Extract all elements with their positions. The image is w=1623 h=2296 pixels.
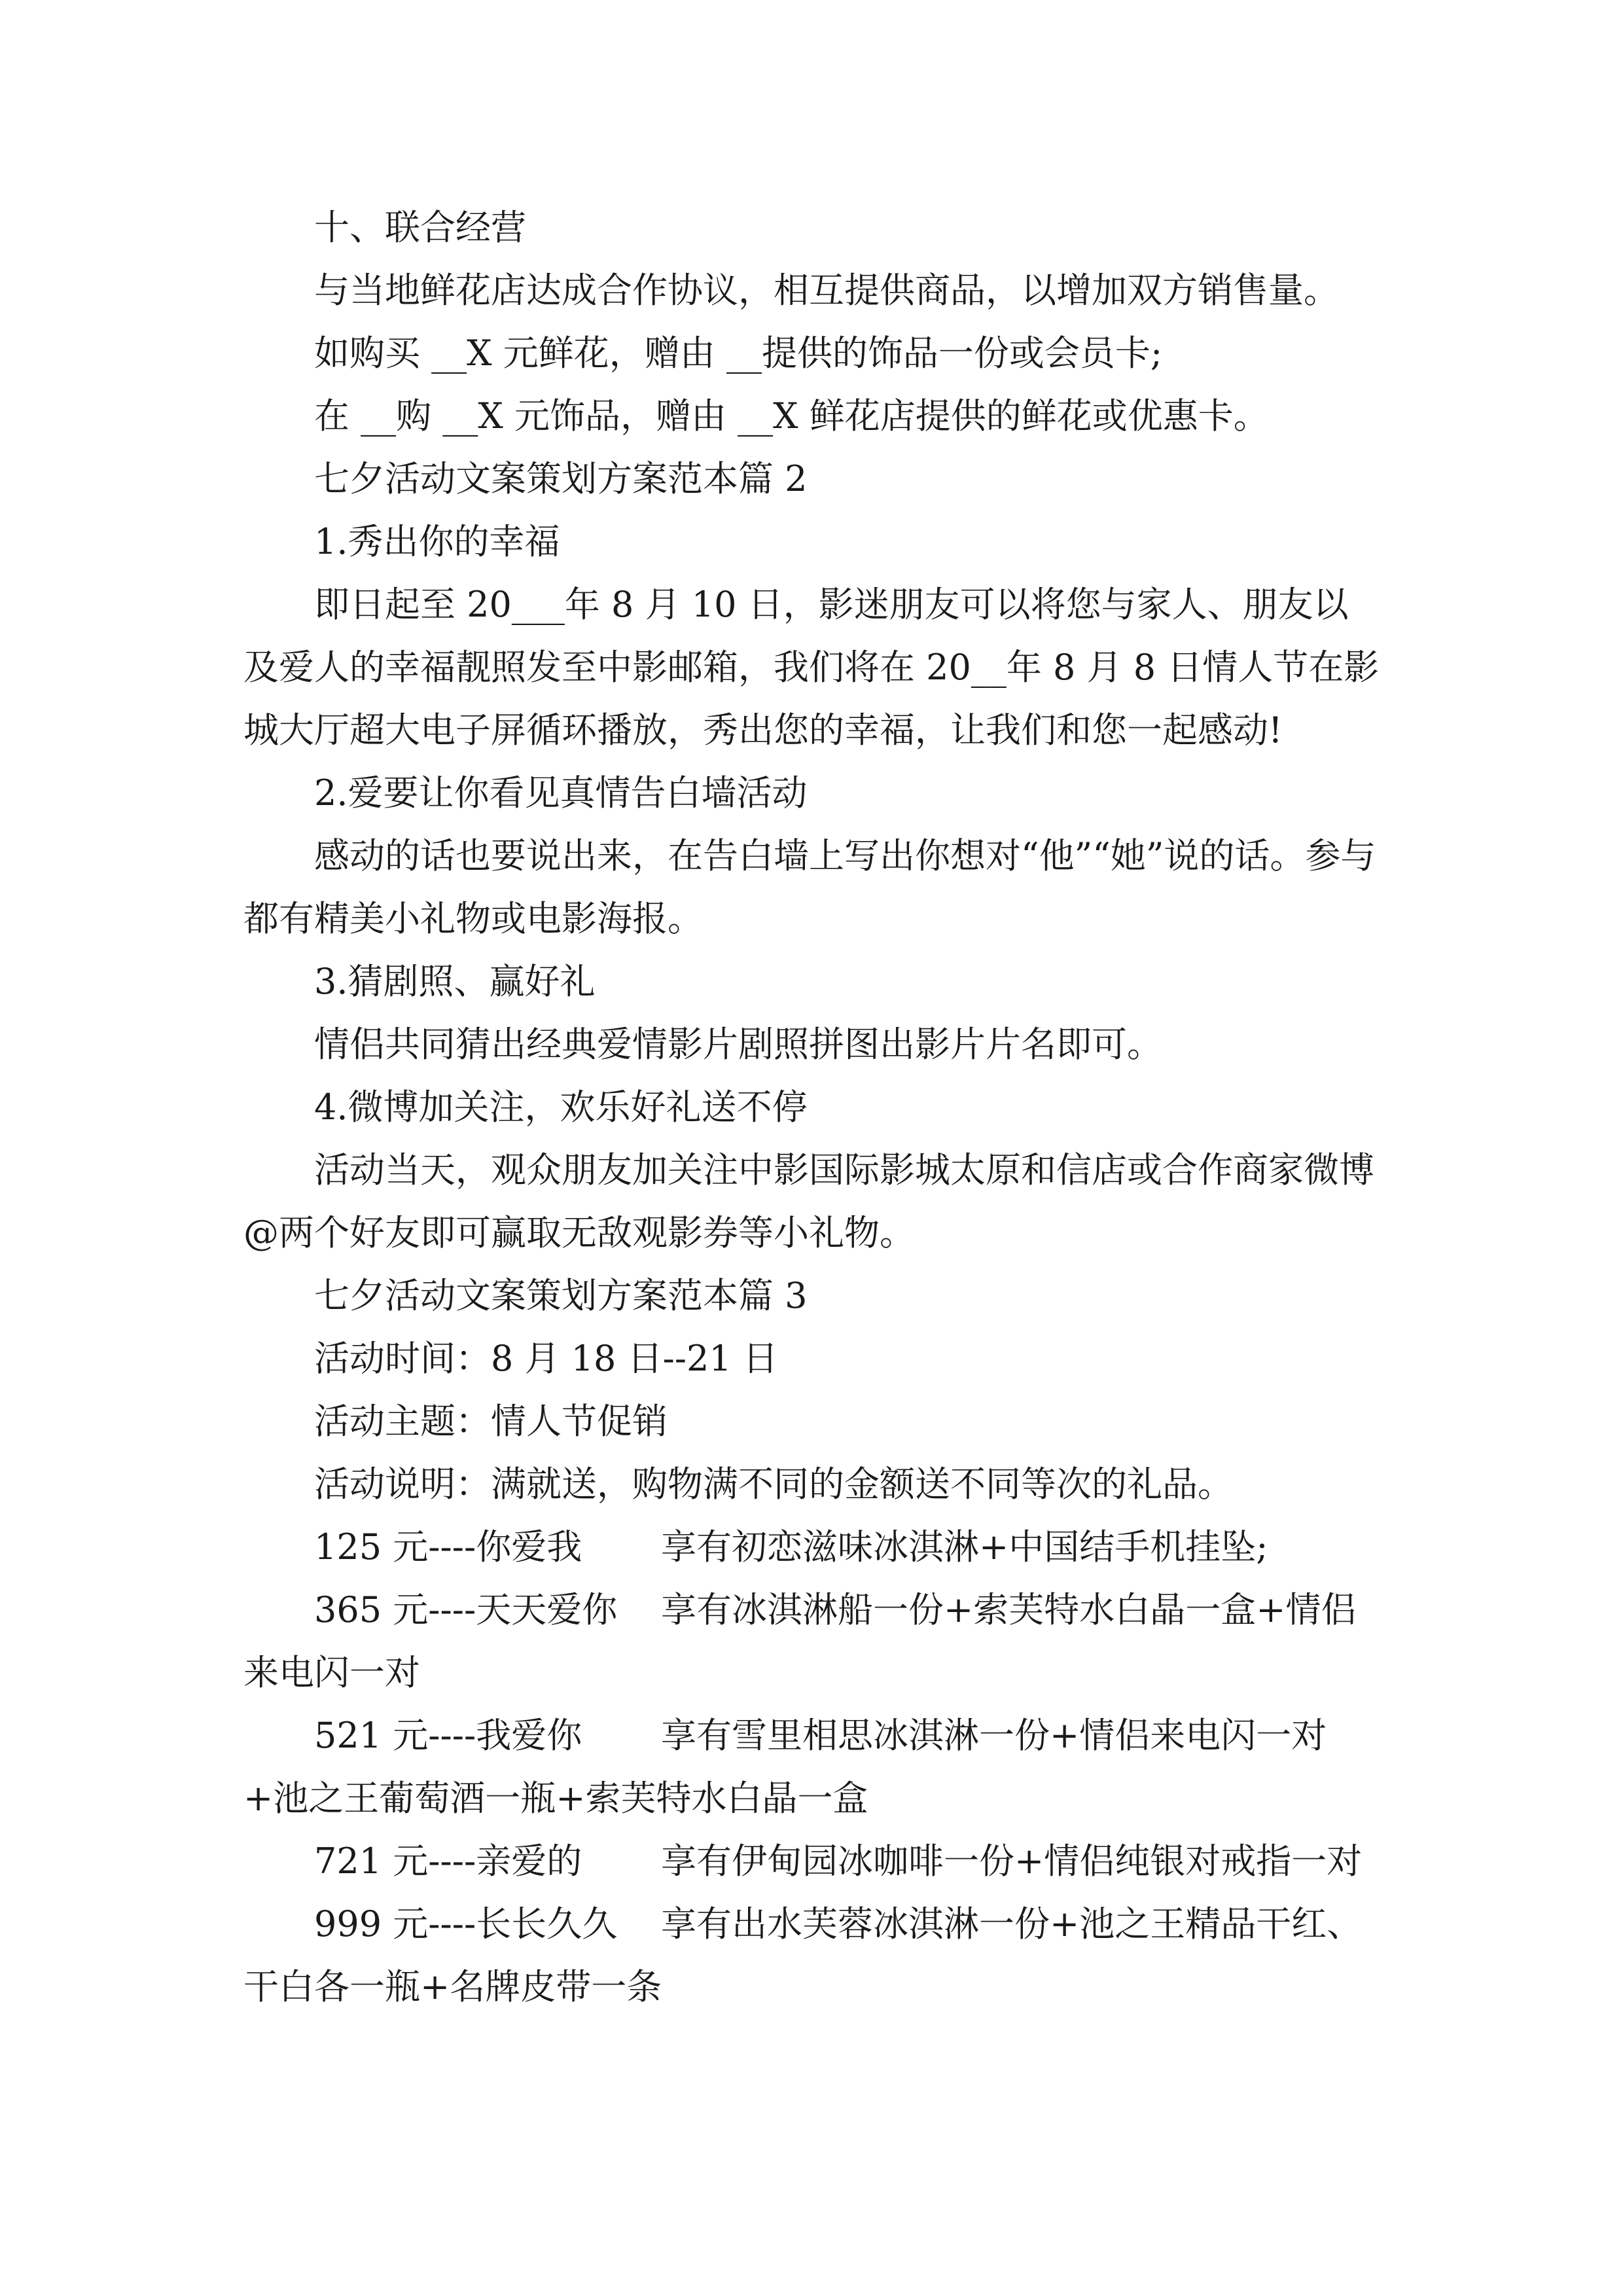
gift-tier-amount: 721 元----亲爱的 [314, 1840, 582, 1882]
gift-tier-row [243, 1579, 1382, 1704]
gift-tier-reward: 享有冰淇淋船一份+索芙特水白晶一盒+情侣来电闪一对 [243, 1589, 1357, 1693]
item-heading-4: 4.微博加关注，欢乐好礼送不停 [314, 1086, 808, 1128]
paragraph: 活动当天，观众朋友加关注中影国际影城太原和信店或合作商家微博@两个好友即可赢取无敌观影券等小礼物。 [243, 1149, 1374, 1253]
item-heading-1: 1.秀出你的幸福 [314, 521, 560, 562]
gift-tier-amount: 365 元----天天爱你 [314, 1589, 618, 1630]
section-heading-joint-operation: 十、联合经营 [314, 207, 526, 248]
gift-tier-row [243, 1516, 1382, 1579]
gift-tier-row [243, 1704, 1382, 1830]
paragraph: 如购买 __X 元鲜花，赠由 __提供的饰品一份或会员卡; [314, 332, 1163, 374]
paragraph: 与当地鲜花店达成合作协议，相互提供商品，以增加双方销售量。 [314, 270, 1339, 311]
paragraph: 感动的话也要说出来，在告白墙上写出你想对“他”“她”说的话。参与都有精美小礼物或电影海报。 [243, 835, 1376, 939]
paragraph: 即日起至 20___年 8 月 10 日，影迷朋友可以将您与家人、朋友以及爱人的幸福靓照发至中影邮箱，我们将在 20__年 8 月 8 日情人节在影城大厅超大电子屏循环播放，秀出您的幸福，让我们和您一起感动! [243, 584, 1380, 751]
gift-tier-reward: 享有出水芙蓉冰淇淋一份+池之王精品干红、干白各一瓶+名牌皮带一条 [243, 1903, 1363, 2007]
section-heading-part-3: 七夕活动文案策划方案范本篇 3 [314, 1275, 808, 1316]
gift-tier-amount: 999 元----长长久久 [314, 1903, 618, 1945]
gift-tier-reward: 享有伊甸园冰咖啡一份+情侣纯银对戒指一对 [661, 1840, 1363, 1882]
gift-tier-reward: 享有初恋滋味冰淇淋+中国结手机挂坠; [661, 1526, 1268, 1568]
item-heading-3: 3.猜剧照、赢好礼 [314, 961, 596, 1002]
gift-tier-amount: 521 元----我爱你 [314, 1715, 582, 1756]
activity-description: 活动说明：满就送，购物满不同的金额送不同等次的礼品。 [314, 1463, 1233, 1505]
activity-time: 活动时间：8 月 18 日--21 日 [314, 1338, 778, 1379]
gift-tier-reward: 享有雪里相思冰淇淋一份+情侣来电闪一对+池之王葡萄酒一瓶+索芙特水白晶一盒 [243, 1715, 1327, 1819]
document-body [243, 196, 1382, 2018]
activity-theme: 活动主题：情人节促销 [314, 1401, 668, 1442]
item-heading-2: 2.爱要让你看见真情告白墙活动 [314, 772, 808, 814]
paragraph: 在 __购 __X 元饰品，赠由 __X 鲜花店提供的鲜花或优惠卡。 [314, 395, 1269, 437]
gift-tier-row [243, 1893, 1382, 2018]
paragraph: 情侣共同猜出经典爱情影片剧照拼图出影片片名即可。 [314, 1024, 1162, 1065]
gift-tier-row [243, 1830, 1382, 1893]
section-heading-part-2: 七夕活动文案策划方案范本篇 2 [314, 458, 808, 499]
gift-tier-amount: 125 元----你爱我 [314, 1526, 582, 1568]
